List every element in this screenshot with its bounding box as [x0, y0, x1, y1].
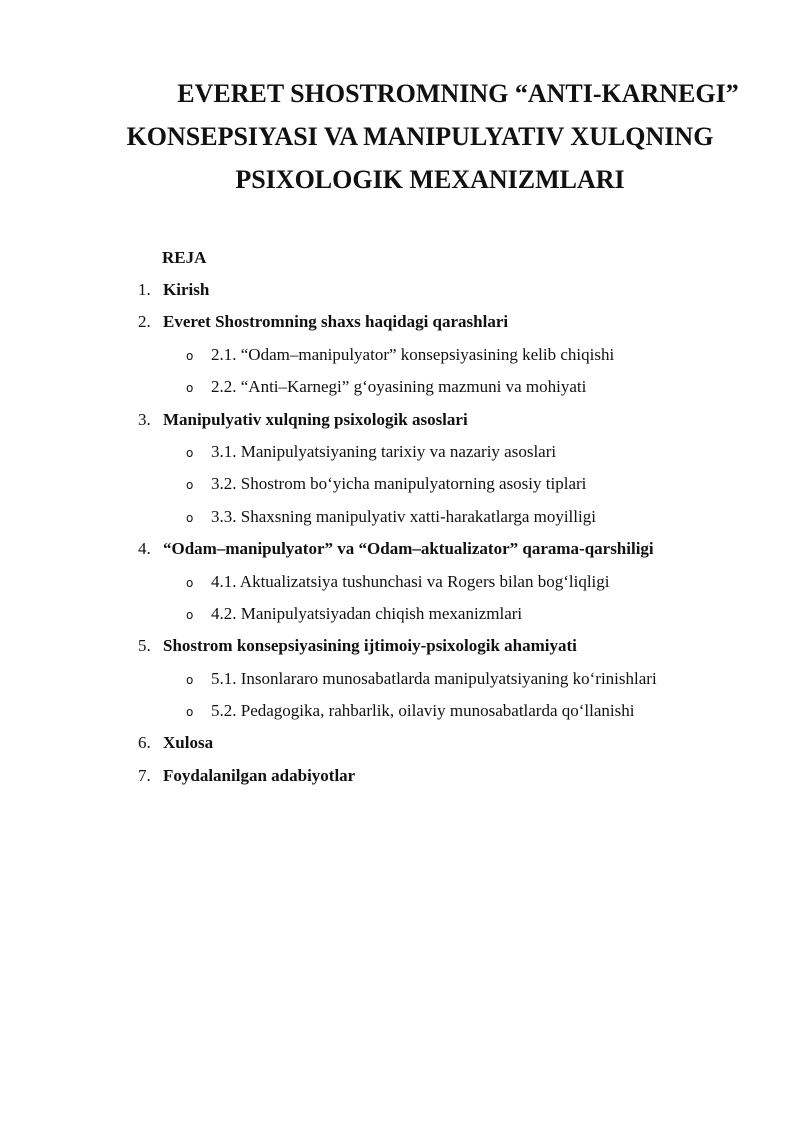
subsection-title: 4.2. Manipulyatsiyadan chiqish mexanizmlari [211, 603, 523, 623]
subsection-title: 2.1. “Odam–manipulyator” konsepsiyasining kelib chiqishi [211, 344, 615, 364]
section-number: 1. [138, 280, 151, 299]
table-of-contents [0, 278, 800, 796]
section-number: 5. [138, 636, 151, 656]
title-line-1: EVERET SHOSTROMNING “ANTI-KARNEGI” [177, 79, 739, 108]
circle-bullet-icon: o [186, 575, 194, 590]
toc-section [0, 764, 800, 796]
toc-subsection [0, 699, 800, 731]
circle-bullet-icon: o [186, 607, 194, 622]
toc-section [0, 634, 800, 666]
circle-bullet-icon: o [186, 381, 194, 396]
toc-subsection [0, 570, 800, 602]
circle-bullet-icon: o [186, 478, 194, 493]
title-line-2: KONSEPSIYASI VA MANIPULYATIV XULQNING [126, 122, 714, 151]
toc-subsection [0, 667, 800, 699]
toc-subsection [0, 440, 800, 472]
section-title: Xulosa [163, 733, 214, 753]
toc-subsection [0, 375, 800, 407]
subsection-title: 2.2. “Anti–Karnegi” g‘oyasining mazmuni va mohiyati [211, 377, 587, 397]
subsection-title: 3.3. Shaxsning manipulyativ xatti-harakatlarga moyilligi [211, 506, 596, 526]
section-title: “Odam–manipulyator” va “Odam–aktualizator” qarama-qarshiligi [163, 539, 654, 559]
subsection-title: 5.2. Pedagogika, rahbarlik, oilaviy munosabatlarda qo‘llanishi [211, 701, 635, 721]
circle-bullet-icon: o [186, 705, 194, 720]
subsection-title: 5.1. Insonlararo munosabatlarda manipulyatsiyaning ko‘rinishlari [211, 668, 657, 688]
circle-bullet-icon: o [186, 510, 194, 525]
subsection-title: 3.2. Shostrom bo‘yicha manipulyatorning asosiy tiplari [211, 474, 587, 494]
toc-subsection [0, 472, 800, 504]
section-number: 7. [138, 765, 151, 785]
section-number: 2. [138, 312, 151, 332]
toc-section [0, 731, 800, 763]
toc-section [0, 537, 800, 569]
circle-bullet-icon: o [186, 445, 194, 460]
document-title [110, 72, 750, 201]
subsection-title: 4.1. Aktualizatsiya tushunchasi va Rogers bilan bog‘liqligi [211, 571, 610, 591]
section-number: 6. [138, 733, 151, 753]
circle-bullet-icon: o [186, 348, 194, 363]
plan-heading: REJA [162, 248, 207, 267]
toc-section [0, 310, 800, 342]
toc-subsection [0, 602, 800, 634]
section-title: Kirish [163, 280, 210, 299]
circle-bullet-icon: o [186, 672, 194, 687]
section-title: Everet Shostromning shaxs haqidagi qarashlari [163, 312, 509, 332]
toc-subsection [0, 505, 800, 537]
subsection-title: 3.1. Manipulyatsiyaning tarixiy va nazariy asoslari [211, 441, 557, 461]
section-number: 3. [138, 409, 151, 429]
section-number: 4. [138, 539, 151, 559]
toc-section [0, 408, 800, 440]
section-title: Shostrom konsepsiyasining ijtimoiy-psixologik ahamiyati [163, 636, 577, 656]
title-line-3: PSIXOLOGIK MEXANIZMLARI [235, 165, 625, 194]
section-title: Manipulyativ xulqning psixologik asoslari [163, 409, 468, 429]
section-title: Foydalanilgan adabiyotlar [163, 765, 356, 785]
toc-section [0, 278, 800, 310]
toc-subsection [0, 343, 800, 375]
